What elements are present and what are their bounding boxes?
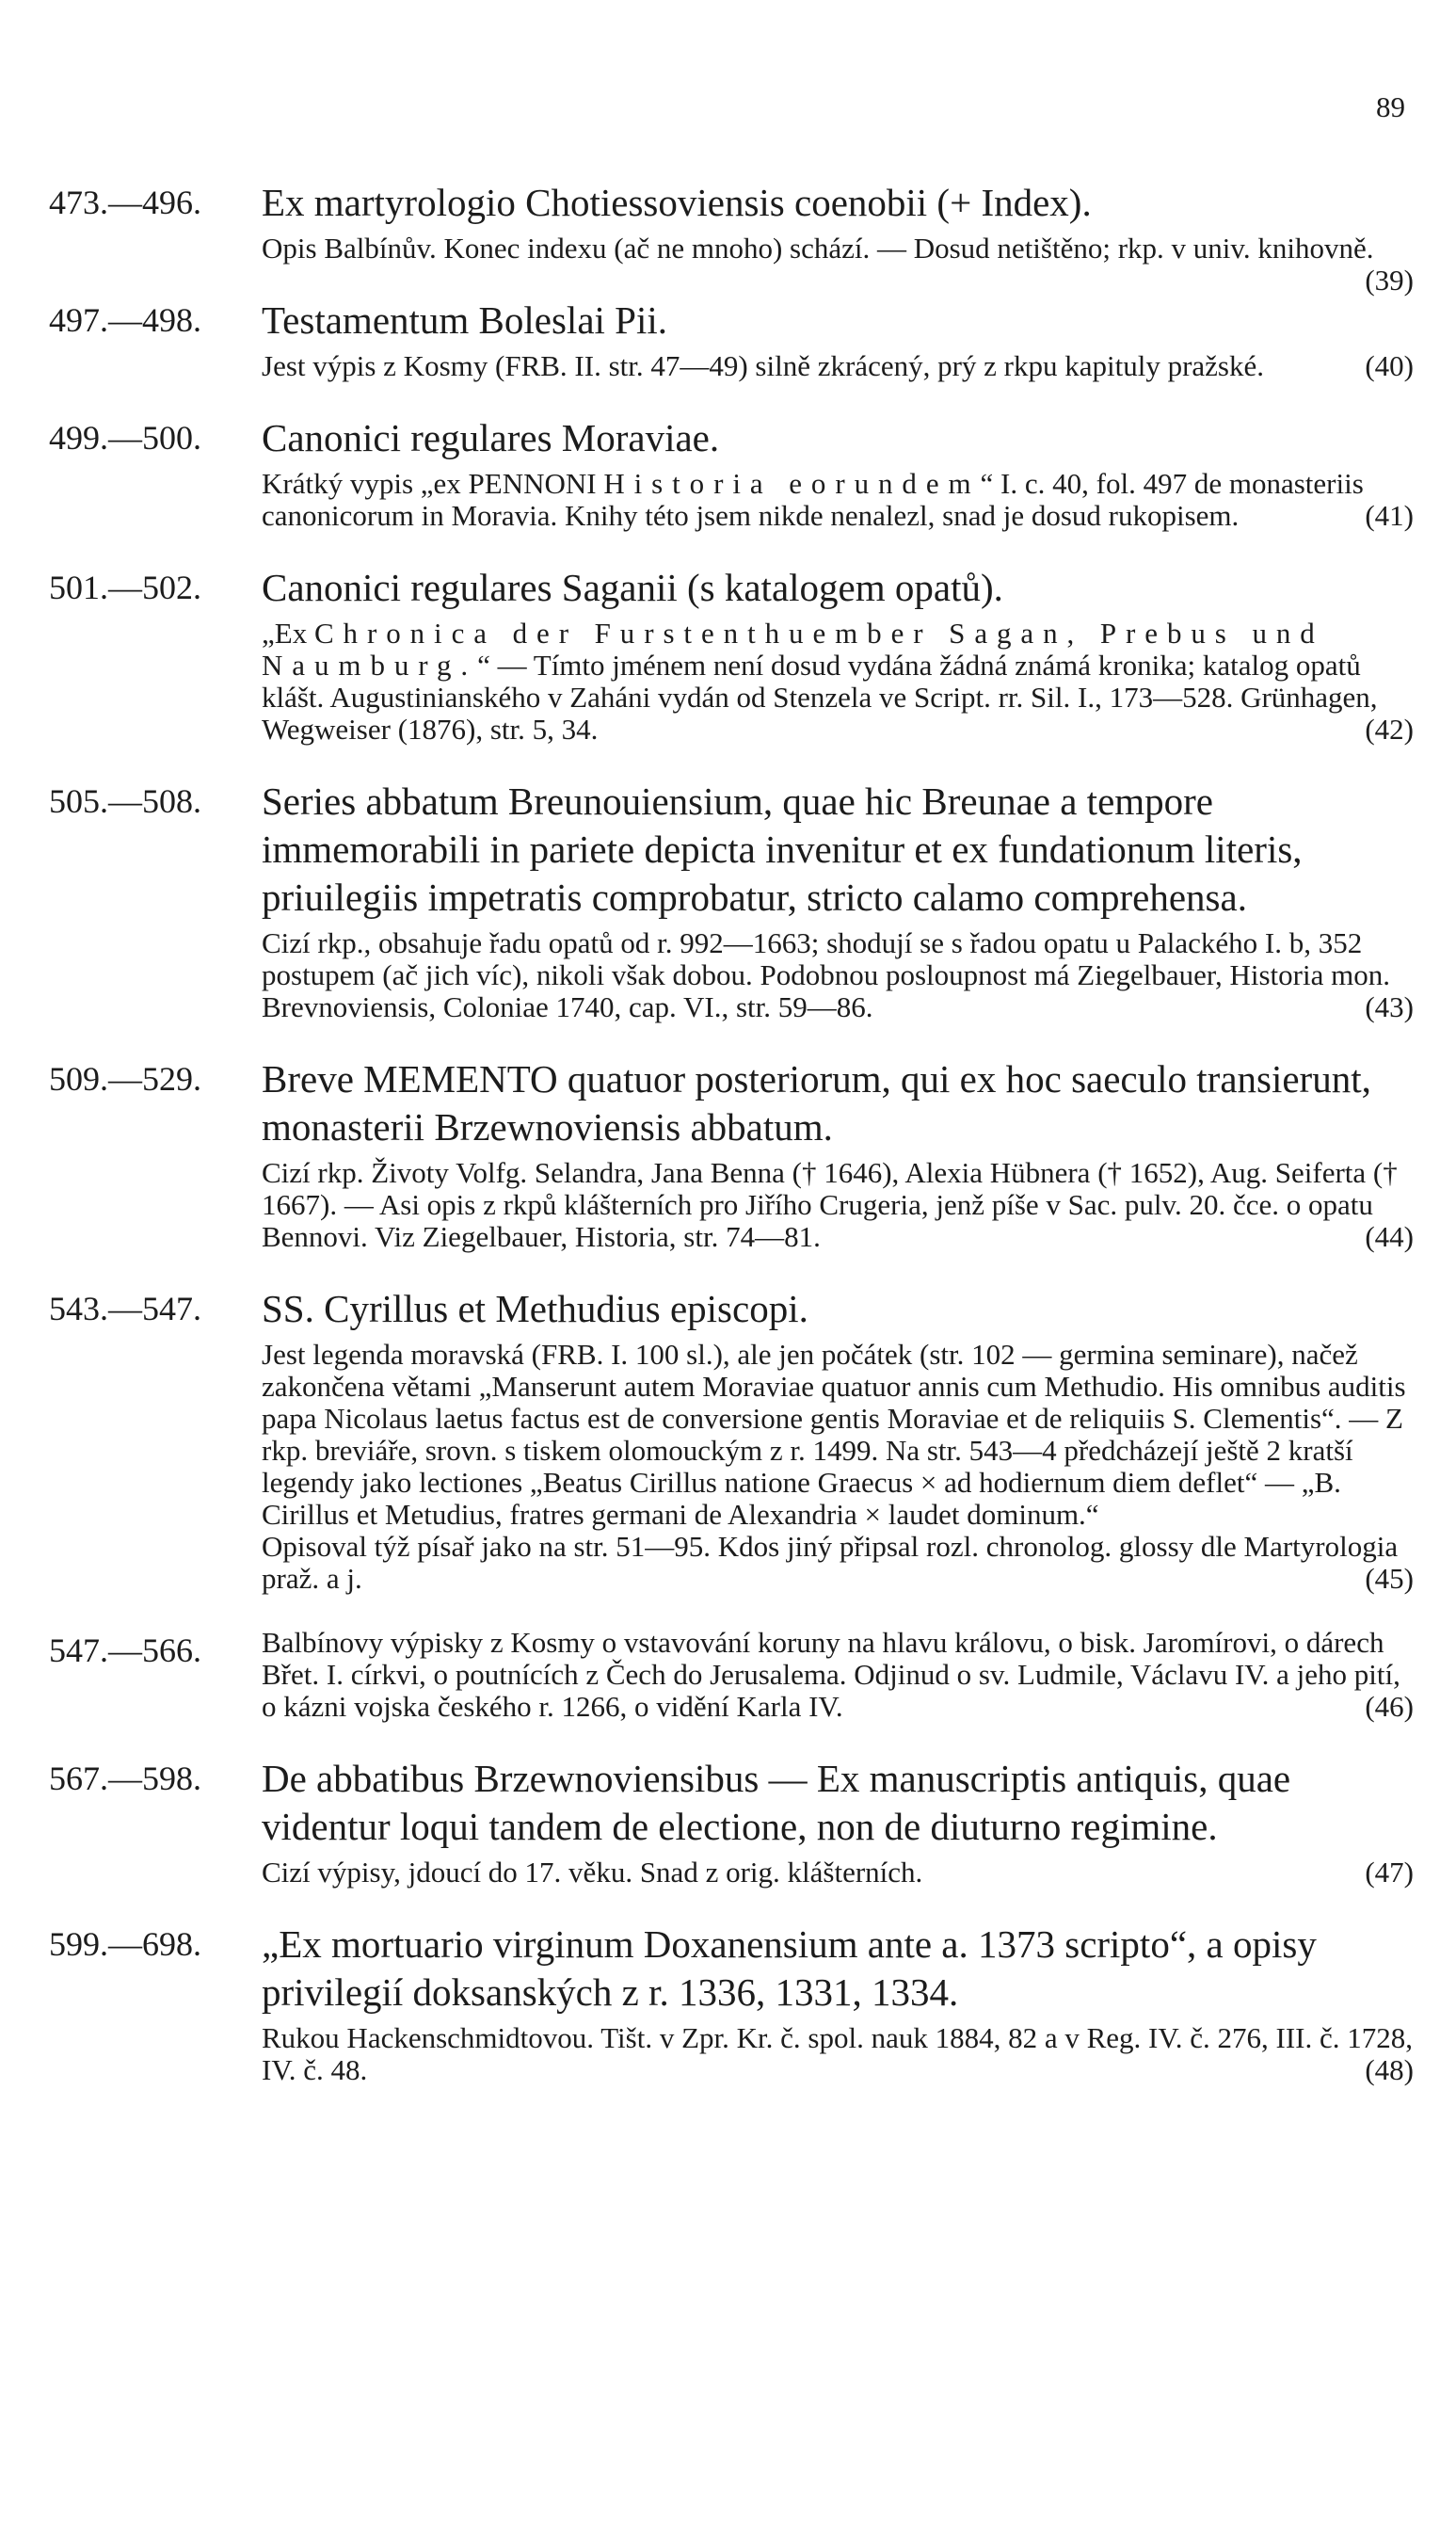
entry-title: De abbatibus Brzewnoviensibus — Ex manuscriptis antiquis, quae videntur loqui tandem de electione, non de diuturno regimine. — [262, 1757, 1291, 1848]
entry-range: 505.—508. — [49, 782, 201, 820]
entry-note-text: Krátký vypis „ex PENNONI — [262, 467, 604, 500]
entry-title: Canonici regulares Saganii (s katalogem opatů). — [262, 566, 1003, 609]
entry-number: (45) — [1365, 1562, 1414, 1595]
entry-range: 499.—500. — [49, 419, 201, 457]
entry-range: 547.—566. — [49, 1632, 201, 1669]
entry-note — [262, 1627, 1414, 1723]
page-number: 89 — [1376, 90, 1405, 123]
entry-title: „Ex mortuario virginum Doxanensium ante a. 1373 scripto“, a opisy privilegií doksanských z r. 1336, 1331, 1334. — [262, 1922, 1317, 2014]
entry-509-529 — [49, 1055, 1414, 1253]
entry-note — [262, 232, 1414, 297]
entry-note-text: Rukou Hackenschmidtovou. Tišt. v Zpr. Kr. č. spol. nauk 1884, 82 a v Reg. IV. č. 276, III. č. 1728, IV. č. 48. — [262, 2021, 1413, 2086]
entry-range: 567.—598. — [49, 1760, 201, 1797]
entry-range: 543.—547. — [49, 1290, 201, 1327]
entry-title: Ex martyrologio Chotiessoviensis coenobii (+ Index). — [262, 181, 1092, 224]
entry-note-text: „Ex — [262, 617, 314, 650]
entry-range: 473.—496. — [49, 184, 201, 221]
entry-note-text: Jest legenda moravská (FRB. I. 100 sl.), ale jen počátek (str. 102 — germina seminare), načež zakončena větami „Manserunt autem Moraviae quatuor annis cum Methudio. His omnibus auditis papa Nicolaus laetus factus est de conversione gentis Moraviae et de reliquiis S. Clementis“. — Z rkp. breviáře, srovn. s tiskem olomouckým z r. 1499. Na str. 543—4 předcházejí ještě 2 kratší legendy jako lectiones „Beatus Cirillus natione Graecus × ad hodiernum diem deflet“ — „B. Cirillus et Metudius, fratres germani de Alexandria × laudet dominum.“ — [262, 1338, 1406, 1531]
entry-543-547 — [49, 1285, 1414, 1595]
entry-599-698 — [49, 1921, 1414, 2086]
entry-note-spaced-title: Chronica der Furstenthuember Sagan, Prebus und Naumburg. — [262, 617, 1324, 682]
entry-number: (47) — [1365, 1856, 1414, 1889]
entry-499-500 — [49, 414, 1414, 532]
entry-range: 497.—498. — [49, 301, 201, 339]
entry-note-text: Cizí rkp. Životy Volfg. Selandra, Jana Benna († 1646), Alexia Hübnera († 1652), Aug. Seiferta († 1667). — Asi opis z rkpů klášterních pro Jiřího Crugeria, jenž píše v Sac. pulv. 20. čce. o opatu Bennovi. Viz Ziegelbauer, Historia, str. 74—81. — [262, 1156, 1398, 1253]
entry-range: 509.—529. — [49, 1060, 201, 1098]
entry-note — [262, 927, 1414, 1023]
entry-505-508 — [49, 778, 1414, 1023]
entry-title: Testamentum Boleslai Pii. — [262, 298, 668, 342]
entry-number: (42) — [1365, 713, 1414, 746]
entry-note-text-second: Opisoval týž písař jako na str. 51—95. Kdos jiný připsal rozl. chronolog. glossy dle Martyrologia praž. a j. — [262, 1530, 1399, 1595]
entry-note-text: Balbínovy výpisky z Kosmy o vstavování koruny na hlavu královu, o bisk. Jaromírovi, o dárech Břet. I. církvi, o poutnících z Čech do Jerusalema. Odjinud o sv. Ludmile, Václavu IV. a jeho pití, o kázni vojska českého r. 1266, o vidění Karla IV. — [262, 1626, 1400, 1723]
entry-range: 599.—698. — [49, 1925, 201, 1963]
entry-note-text: Jest výpis z Kosmy (FRB. II. str. 47—49) silně zkrácený, prý z rkpu kapituly pražské. — [262, 349, 1265, 382]
entry-547-566 — [49, 1627, 1414, 1723]
entry-number: (40) — [1365, 349, 1414, 382]
entry-note — [262, 350, 1414, 382]
entry-title: SS. Cyrillus et Methudius episcopi. — [262, 1287, 808, 1330]
entry-note — [262, 1339, 1414, 1595]
entry-note-text-cont: “ — Tímto jménem není dosud vydána žádná známá kronika; katalog opatů klášt. Augustinianského v Zaháni vydán od Stenzela ve Script. rr. Sil. I., 173—528. Grünhagen, Wegweiser (1876), str. 5, 34. — [262, 649, 1378, 746]
entry-note — [262, 468, 1414, 532]
entry-note — [262, 2022, 1414, 2086]
entry-567-598 — [49, 1755, 1414, 1889]
entry-range: 501.—502. — [49, 569, 201, 606]
entry-note — [262, 1157, 1414, 1253]
entry-number: (46) — [1365, 1690, 1414, 1723]
entry-number: (48) — [1365, 2053, 1414, 2086]
entry-title: Series abbatum Breunouiensium, quae hic Breunae a tempore immemorabili in pariete depicta invenitur et ex fundationum literis, priuilegiis impetratis comprobatur, stricto calamo comprehensa. — [262, 780, 1303, 919]
entry-number: (39) — [1365, 264, 1414, 297]
entry-title: Breve MEMENTO quatuor posteriorum, qui ex hoc saeculo transierunt, monasterii Brzewnoviensis abbatum. — [262, 1057, 1371, 1149]
entry-note — [262, 618, 1414, 746]
entry-note-text: Opis Balbínův. Konec indexu (ač ne mnoho) schází. — Dosud netištěno; rkp. v univ. knihovně. — [262, 232, 1374, 265]
entry-number: (43) — [1365, 990, 1414, 1023]
entry-number: (44) — [1365, 1220, 1414, 1253]
entry-title: Canonici regulares Moraviae. — [262, 416, 720, 459]
entry-473-496 — [49, 179, 1414, 297]
entry-note-text-cont: “ I. c. 40, fol. 497 de monasteriis canonicorum in Moravia. Knihy této jsem nikde nenalezl, snad je dosud rukopisem. — [262, 467, 1364, 532]
entry-note-spaced-title: Historia eorundem — [603, 467, 981, 500]
entry-497-498 — [49, 297, 1414, 382]
entry-note — [262, 1857, 1414, 1889]
entry-501-502 — [49, 564, 1414, 746]
entry-note-text: Cizí rkp., obsahuje řadu opatů od r. 992—1663; shodují se s řadou opatu u Palackého I. b, 352 postupem (ač jich víc), nikoli však dobou. Podobnou posloupnost má Ziegelbauer, Historia mon. Brevnoviensis, Coloniae 1740, cap. VI., str. 59—86. — [262, 926, 1390, 1023]
entry-note-text: Cizí výpisy, jdoucí do 17. věku. Snad z orig. klášterních. — [262, 1856, 923, 1889]
entry-list — [49, 179, 1414, 2118]
entry-number: (41) — [1365, 499, 1414, 532]
